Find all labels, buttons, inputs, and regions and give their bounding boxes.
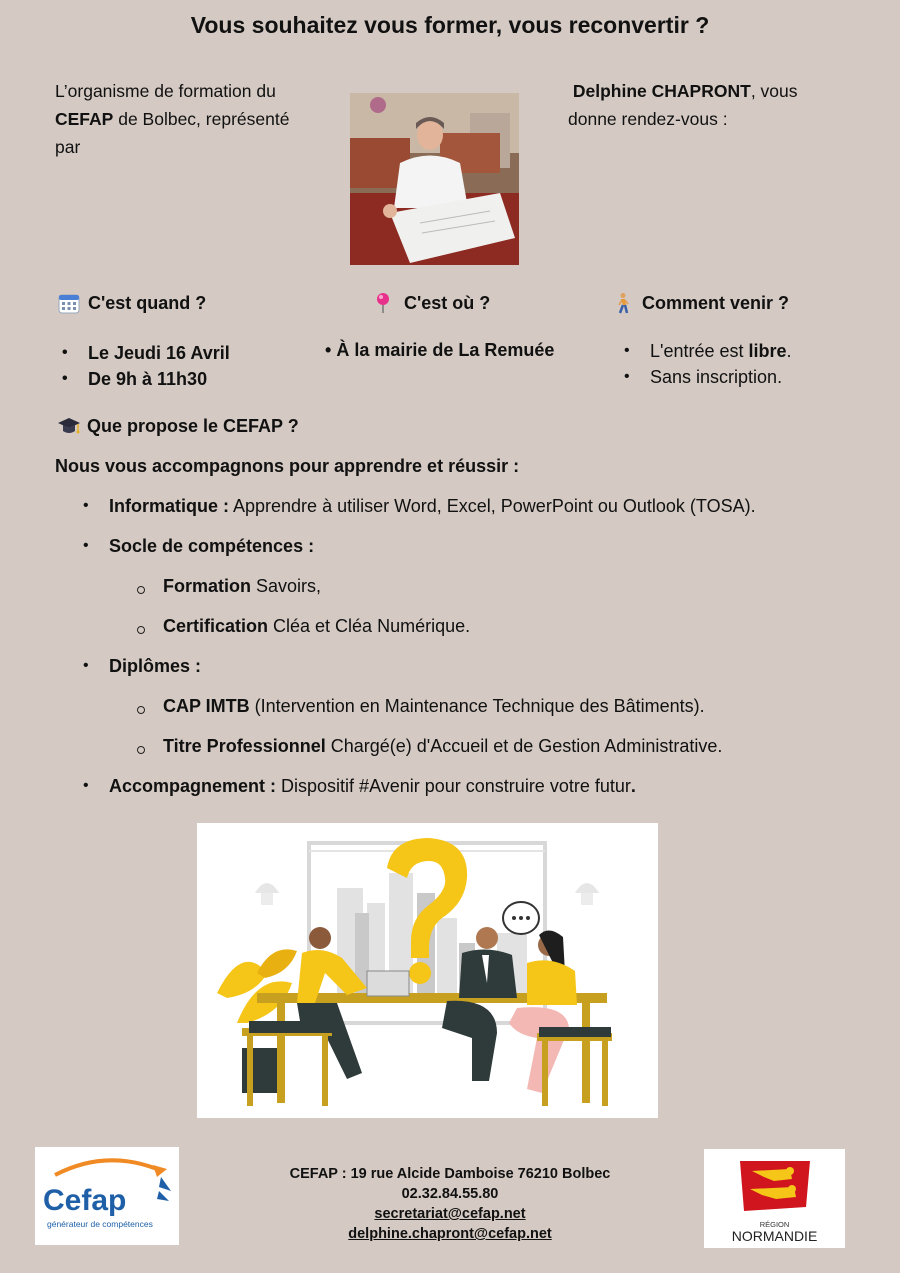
region-label: RÉGION xyxy=(759,1220,790,1229)
walking-person-icon xyxy=(612,292,634,314)
cefap-logo xyxy=(35,1147,179,1245)
footer-contact xyxy=(245,1164,655,1244)
offer-intro: Nous vous accompagnons pour apprendre et réussir : xyxy=(55,456,520,476)
intro-left: L’organisme de formation du CEFAP de Bolbec, représenté par xyxy=(55,81,290,157)
how-item-registration: • Sans inscription. xyxy=(620,364,792,390)
offer-item-socle: Socle de compétences : xyxy=(109,536,315,556)
offer-item-accompagnement: Accompagnement : Dispositif #Avenir pour construire votre futur. xyxy=(109,776,636,796)
where-item: • À la mairie de La Remuée xyxy=(325,340,555,360)
graduation-cap-icon xyxy=(57,415,79,437)
meeting-illustration xyxy=(197,823,658,1118)
offer-subitem-formation: Formation Savoirs, xyxy=(163,576,322,596)
pin-icon xyxy=(374,292,396,314)
footer-email-delphine[interactable]: delphine.chapront@cefap.net xyxy=(348,1226,552,1242)
how-heading: Comment venir ? xyxy=(612,292,789,314)
normandie-logo xyxy=(704,1149,845,1248)
intro-right: Delphine CHAPRONT, vous donne rendez-vous : xyxy=(568,81,798,129)
portrait-photo xyxy=(350,93,519,265)
footer-email-secretariat[interactable]: secretariat@cefap.net xyxy=(374,1206,526,1222)
when-heading: C'est quand ? xyxy=(58,292,206,314)
offer-heading: Que propose le CEFAP ? xyxy=(57,415,299,437)
offer-subitem-titre: Titre Professionnel Chargé(e) d'Accueil et de Gestion Administrative. xyxy=(163,736,723,756)
calendar-icon xyxy=(58,292,80,314)
offer-item-diplomes: Diplômes : xyxy=(109,656,202,676)
offer-subitem-certification: Certification Cléa et Cléa Numérique. xyxy=(163,616,471,636)
when-time: • De 9h à 11h30 xyxy=(58,366,230,392)
normandie-label: NORMANDIE xyxy=(731,1228,818,1244)
cefap-logo-tagline: générateur de compétences xyxy=(47,1219,153,1229)
offer-item-informatique: Informatique : Apprendre à utiliser Word, Excel, PowerPoint ou Outlook (TOSA). xyxy=(109,496,756,516)
footer-phone: 02.32.84.55.80 xyxy=(401,1186,499,1202)
offer-subitem-cap: CAP IMTB (Intervention en Maintenance Technique des Bâtiments). xyxy=(163,696,705,716)
where-heading: C'est où ? xyxy=(374,292,490,314)
footer-address: CEFAP : 19 rue Alcide Damboise 76210 Bolbec xyxy=(289,1166,611,1182)
how-item-entry: • L'entrée est libre. xyxy=(620,338,792,364)
when-date: • Le Jeudi 16 Avril xyxy=(58,340,230,366)
page-title: Vous souhaitez vous former, vous reconvertir ? xyxy=(190,12,710,38)
cefap-logo-name: Cefap xyxy=(43,1184,127,1217)
how-list xyxy=(620,338,792,390)
when-list xyxy=(58,340,230,392)
